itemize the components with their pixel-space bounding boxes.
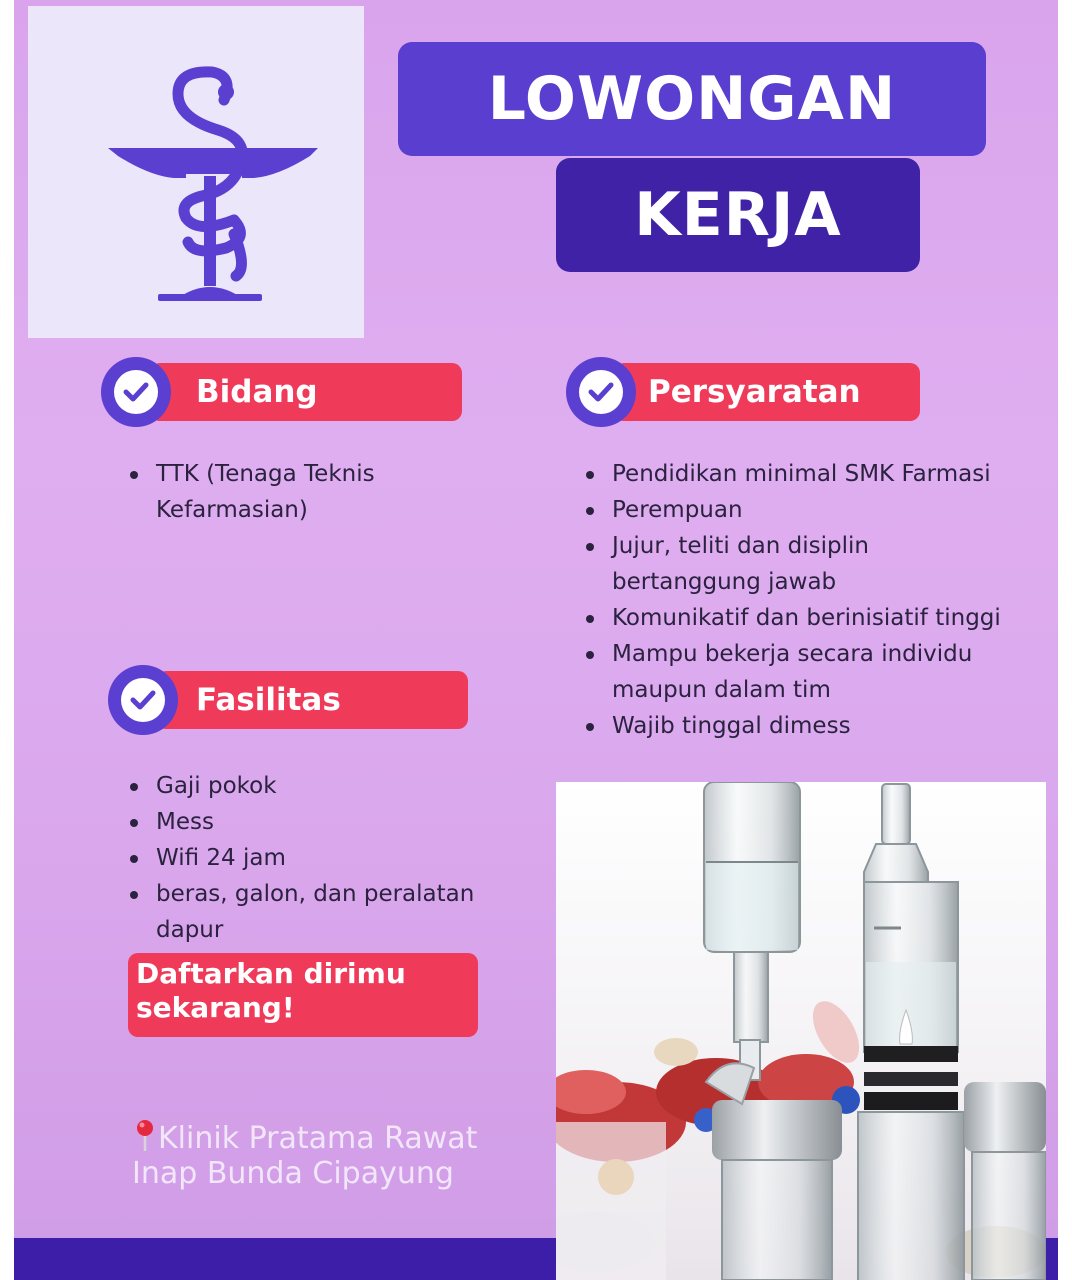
clinic-location (132, 1118, 492, 1191)
persyaratan-heading (614, 363, 920, 421)
fasilitas-heading-label: Fasilitas (196, 682, 341, 718)
list-item: Gaji pokok (128, 768, 488, 804)
left-frame-border (0, 0, 14, 1280)
register-now-label: Daftarkan dirimu sekarang! (136, 957, 406, 1024)
register-now-banner (128, 953, 478, 1037)
fasilitas-heading (156, 671, 468, 729)
vials-and-pills-photo (556, 782, 1046, 1280)
list-item: Wifi 24 jam (128, 840, 488, 876)
list-item: Mess (128, 804, 488, 840)
caduceus-pharmacy-bowl-icon (28, 6, 364, 338)
title-kerja: KERJA (556, 158, 920, 272)
pharmacy-logo (28, 6, 364, 338)
title-lowongan: LOWONGAN (398, 42, 986, 156)
list-item: Perempuan (584, 492, 1014, 528)
list-item: Mampu bekerja secara individu maupun dalam tim (584, 636, 1014, 708)
list-item: beras, galon, dan peralatan dapur (128, 876, 488, 948)
bidang-heading (150, 363, 462, 421)
footer-bar (14, 1238, 556, 1280)
list-item: Komunikatif dan berinisiatif tinggi (584, 600, 1014, 636)
list-item: Pendidikan minimal SMK Farmasi (584, 456, 1014, 492)
check-icon (108, 665, 178, 735)
clinic-location-text: Klinik Pratama Rawat Inap Bunda Cipayung (132, 1121, 478, 1191)
map-pin-icon (132, 1118, 158, 1152)
right-frame-border (1058, 0, 1072, 1280)
footer-bar-right (1046, 1238, 1058, 1280)
list-item: Wajib tinggal dimess (584, 708, 1014, 744)
list-item: TTK (Tenaga Teknis Kefarmasian) (128, 456, 428, 528)
persyaratan-heading-label: Persyaratan (648, 374, 861, 410)
persyaratan-list (584, 456, 1014, 744)
bidang-heading-label: Bidang (196, 374, 318, 410)
check-icon (101, 357, 171, 427)
fasilitas-list (128, 768, 488, 948)
list-item: Jujur, teliti dan disiplin bertanggung jawab (584, 528, 1014, 600)
bidang-list (128, 456, 428, 528)
check-icon (566, 357, 636, 427)
